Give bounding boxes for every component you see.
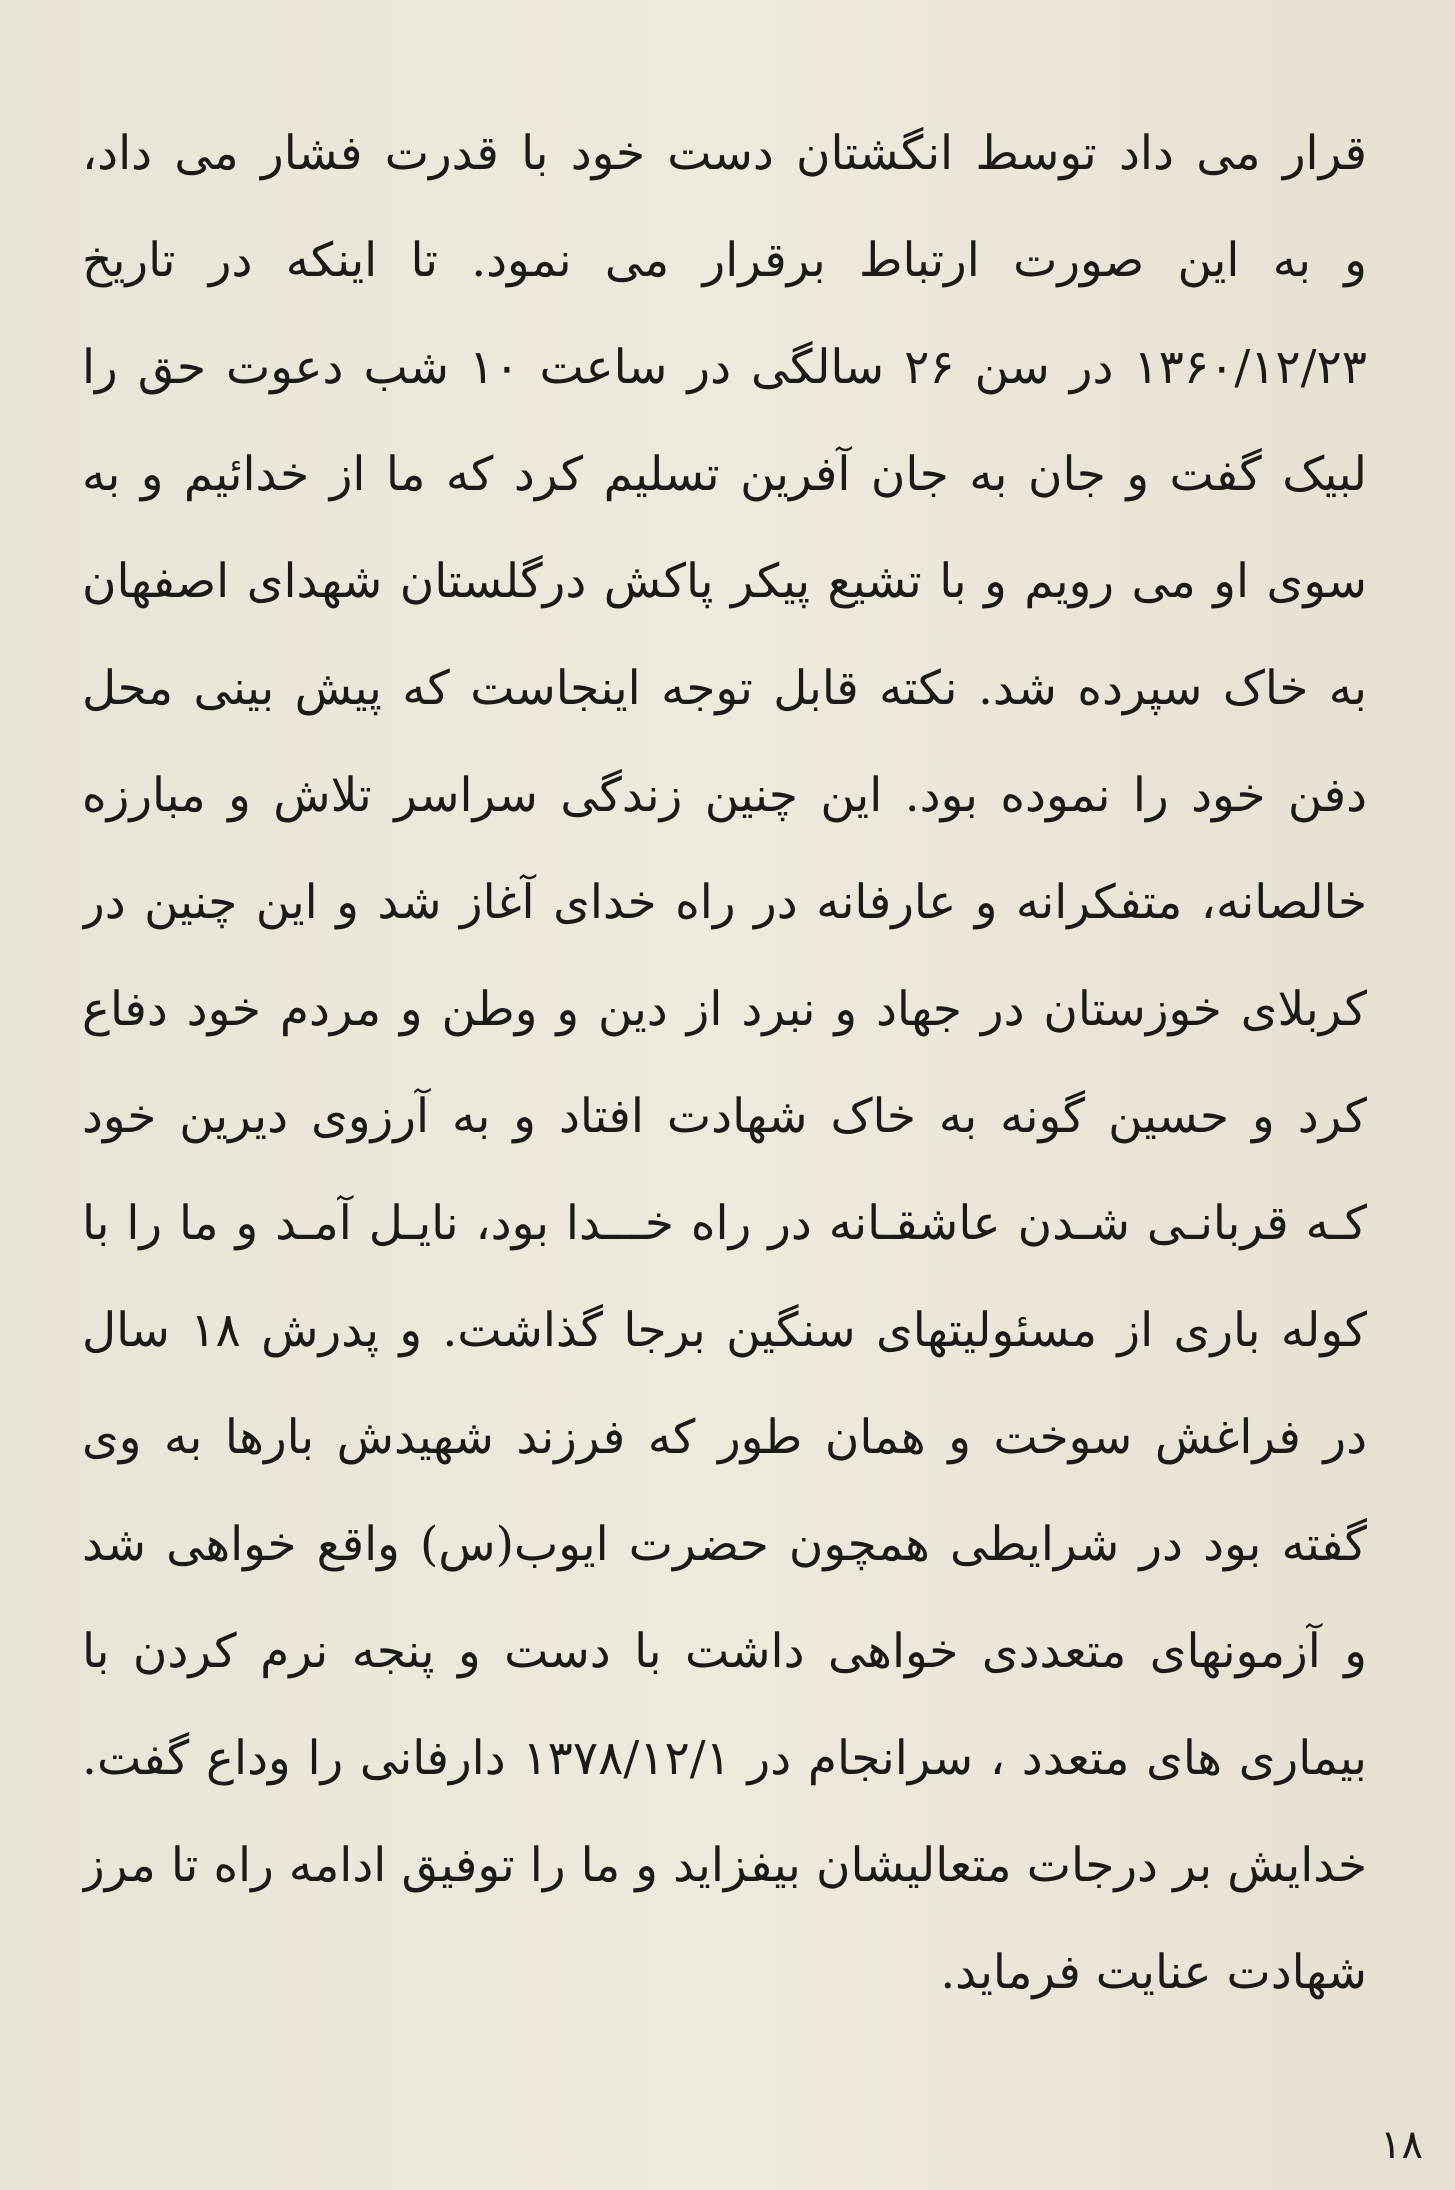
- text-line: دفن خود را نموده بود. این چنین زندگی سراسر تلاش و مبارزه: [82, 768, 1367, 823]
- text-line: سوی او می رویم و با تشیع پیکر پاکش درگلستان شهدای اصفهان: [82, 554, 1367, 609]
- text-line: لبیک گفت و جان به جان آفرین تسلیم کرد که ما از خدائیم و به: [82, 447, 1367, 502]
- text-line: کـه قربانـی شـدن عاشقـانه در راه خـــدا بود، نایـل آمـد و ما را با: [82, 1196, 1367, 1251]
- text-line: گفته بود در شرایطی همچون حضرت ایوب(س) واقع خواهی شد: [82, 1517, 1367, 1572]
- text-line: کوله باری از مسئولیتهای سنگین برجا گذاشت. و پدرش ۱۸ سال: [82, 1303, 1367, 1358]
- text-line: و آزمونهای متعددی خواهی داشت با دست و پنجه نرم کردن با: [82, 1624, 1367, 1679]
- text-line: خدایش بر درجات متعالیشان بیفزاید و ما را توفیق ادامه راه تا مرز: [82, 1838, 1367, 1893]
- text-line: شهادت عنایت فرماید.: [940, 1945, 1367, 2000]
- text-line: خالصانه، متفکرانه و عارفانه در راه خدای آغاز شد و این چنین در: [82, 875, 1367, 930]
- text-line: ۱۳۶۰/۱۲/۲۳ در سن ۲۶ سالگی در ساعت ۱۰ شب دعوت حق را: [82, 340, 1367, 395]
- text-line: کربلای خوزستان در جهاد و نبرد از دین و وطن و مردم خود دفاع: [82, 982, 1367, 1037]
- text-line: و به این صورت ارتباط برقرار می نمود. تا اینکه در تاریخ: [82, 233, 1367, 288]
- text-line: بیماری های متعدد ، سرانجام در ۱۳۷۸/۱۲/۱ دارفانی را وداع گفت.: [82, 1731, 1367, 1786]
- text-line: در فراغش سوخت و همان طور که فرزند شهیدش بارها به وی: [82, 1410, 1367, 1465]
- text-line: کرد و حسین گونه به خاک شهادت افتاد و به آرزوی دیرین خود: [82, 1089, 1367, 1144]
- page-number: ۱۸: [1380, 2122, 1423, 2168]
- body-text: [82, 100, 1367, 2026]
- text-line: به خاک سپرده شد. نکته قابل توجه اینجاست که پیش بینی محل: [82, 661, 1367, 716]
- text-line: قرار می داد توسط انگشتان دست خود با قدرت فشار می داد،: [82, 126, 1367, 181]
